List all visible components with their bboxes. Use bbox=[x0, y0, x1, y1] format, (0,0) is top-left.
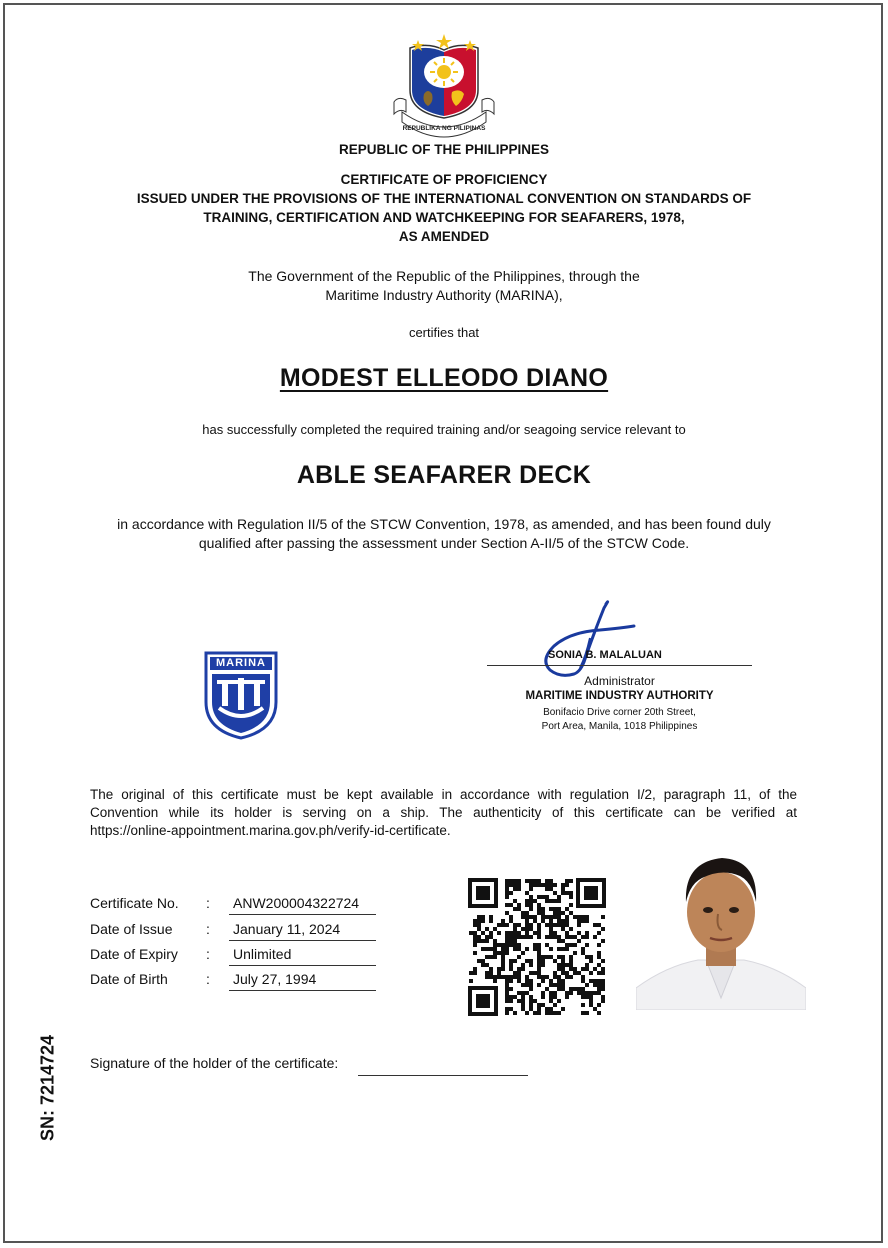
address-line: Port Area, Manila, 1018 Philippines bbox=[541, 721, 698, 732]
agency-address bbox=[487, 706, 752, 734]
title-line: CERTIFICATE OF PROFICIENCY bbox=[340, 172, 548, 187]
serial-number: SN: 7214724 bbox=[37, 1034, 58, 1142]
intro-text bbox=[0, 267, 888, 305]
certificate-no-value: ANW200004322724 bbox=[229, 895, 376, 915]
holder-name: MODEST ELLEODO DIANO bbox=[279, 364, 609, 392]
certifies-text: certifies that bbox=[408, 325, 480, 340]
intro-line: The Government of the Republic of the Philippines, through the bbox=[248, 268, 640, 284]
svg-text:REPUBLIKA NG PILIPINAS: REPUBLIKA NG PILIPINAS bbox=[402, 125, 486, 132]
regulation-text bbox=[0, 515, 888, 553]
address-line: Bonifacio Drive corner 20th Street, bbox=[543, 707, 696, 718]
verification-link[interactable]: https://online-appointment.marina.gov.ph/verify-id-certificate. bbox=[90, 823, 451, 838]
date-of-issue-value: January 11, 2024 bbox=[229, 921, 376, 941]
administrator-signature-mark bbox=[530, 598, 650, 680]
date-of-issue-label: Date of Issue bbox=[90, 921, 173, 937]
date-of-expiry-value: Unlimited bbox=[229, 946, 376, 966]
holder-photo bbox=[636, 848, 806, 1010]
notice-line: Convention while its holder is serving on a ship. The authenticity of this certificate can be verified at bbox=[90, 805, 797, 820]
regulation-line: qualified after passing the assessment under Section A-II/5 of the STCW Code. bbox=[198, 535, 690, 551]
date-of-expiry-label: Date of Expiry bbox=[90, 946, 178, 962]
intro-line: Maritime Industry Authority (MARINA), bbox=[325, 287, 563, 303]
completed-text: has successfully completed the required training and/or seagoing service relevant to bbox=[202, 422, 686, 437]
certificate-title bbox=[0, 170, 888, 246]
signatory-position: Administrator bbox=[584, 674, 655, 688]
date-of-birth-value: July 27, 1994 bbox=[229, 971, 376, 991]
title-line: ISSUED UNDER THE PROVISIONS OF THE INTERNATIONAL CONVENTION ON STANDARDS OF bbox=[136, 191, 752, 206]
signatory-name: SONIA B. MALALUAN bbox=[548, 649, 662, 661]
holder-signature-line[interactable] bbox=[358, 1075, 528, 1076]
marina-logo bbox=[203, 650, 279, 740]
title-line: AS AMENDED bbox=[398, 229, 490, 244]
verification-qr-code[interactable] bbox=[468, 878, 606, 1016]
qualification-title: ABLE SEAFARER DECK bbox=[296, 461, 592, 489]
colon: : bbox=[206, 946, 210, 962]
title-line: TRAINING, CERTIFICATION AND WATCHKEEPING FOR SEAFARERS, 1978, bbox=[203, 210, 685, 225]
certificate-no-label: Certificate No. bbox=[90, 895, 179, 911]
republic-heading: REPUBLIC OF THE PHILIPPINES bbox=[338, 142, 550, 157]
date-of-birth-label: Date of Birth bbox=[90, 971, 168, 987]
colon: : bbox=[206, 971, 210, 987]
marina-logo-text: MARINA bbox=[216, 657, 266, 669]
notice-line: The original of this certificate must be kept available in accordance with regulation I/2, paragraph 11, of the bbox=[90, 787, 797, 802]
colon: : bbox=[206, 895, 210, 911]
coat-of-arms-seal bbox=[388, 30, 500, 138]
holder-signature-label: Signature of the holder of the certificate: bbox=[90, 1055, 339, 1071]
colon: : bbox=[206, 921, 210, 937]
authenticity-notice bbox=[90, 786, 797, 840]
regulation-line: in accordance with Regulation II/5 of the STCW Convention, 1978, as amended, and has been found duly bbox=[117, 516, 771, 532]
signatory-agency: MARITIME INDUSTRY AUTHORITY bbox=[525, 690, 714, 702]
signatory-line bbox=[487, 665, 752, 666]
